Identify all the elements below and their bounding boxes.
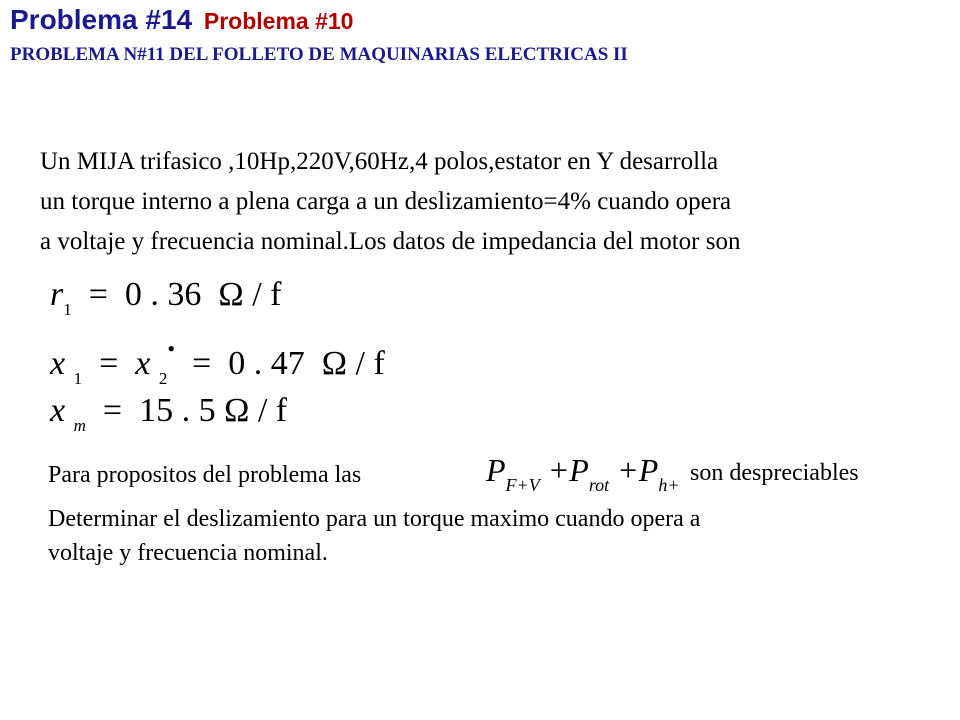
page-title bbox=[10, 4, 353, 36]
eq2-value: 0 . 47 bbox=[228, 345, 305, 382]
statement-line-3: a voltaje y frecuencia nominal.Los datos de impedancia del motor son bbox=[40, 228, 741, 255]
eq1-value: 0 . 36 bbox=[124, 276, 202, 313]
eq2-unit: Ω / f bbox=[321, 345, 385, 382]
problem-statement bbox=[40, 142, 740, 262]
question-line-2: voltaje y frecuencia nominal. bbox=[48, 540, 328, 566]
note-suffix: son despreciables bbox=[690, 460, 859, 486]
page-subtitle: PROBLEMA N#11 DEL FOLLETO DE MAQUINARIAS ELECTRICAS II bbox=[10, 44, 628, 65]
statement-line-2: un torque interno a plena carga a un deslizamiento=4% cuando opera bbox=[40, 188, 732, 215]
losses-formula: $P_{F+V} +P_{rot} +P_{h+}$ bbox=[486, 452, 680, 495]
eq3-unit: Ω / f bbox=[224, 392, 288, 429]
eq3-value: 15 . 5 bbox=[139, 392, 216, 429]
statement-line-1: Un MIJA trifasico ,10Hp,220V,60Hz,4 polos,estator en Y desarrolla bbox=[40, 148, 719, 175]
equation-x1-x2: x $_1$ = x $_2$• = 0 . 47 Ω / f bbox=[50, 336, 385, 388]
equation-r1: $r_1 = 0$ . 36 Ω / f bbox=[50, 276, 282, 319]
eq1-unit: Ω / f bbox=[218, 276, 282, 313]
title-primary: Problema #14 bbox=[10, 4, 193, 35]
question bbox=[48, 502, 700, 570]
title-secondary: Problema #10 bbox=[203, 8, 354, 34]
equation-xm: x $_m$ = 15 . 5 Ω / f bbox=[50, 392, 288, 435]
note-prefix: Para propositos del problema las bbox=[48, 462, 362, 488]
question-line-1: Determinar el deslizamiento para un torque maximo cuando opera a bbox=[48, 506, 701, 532]
